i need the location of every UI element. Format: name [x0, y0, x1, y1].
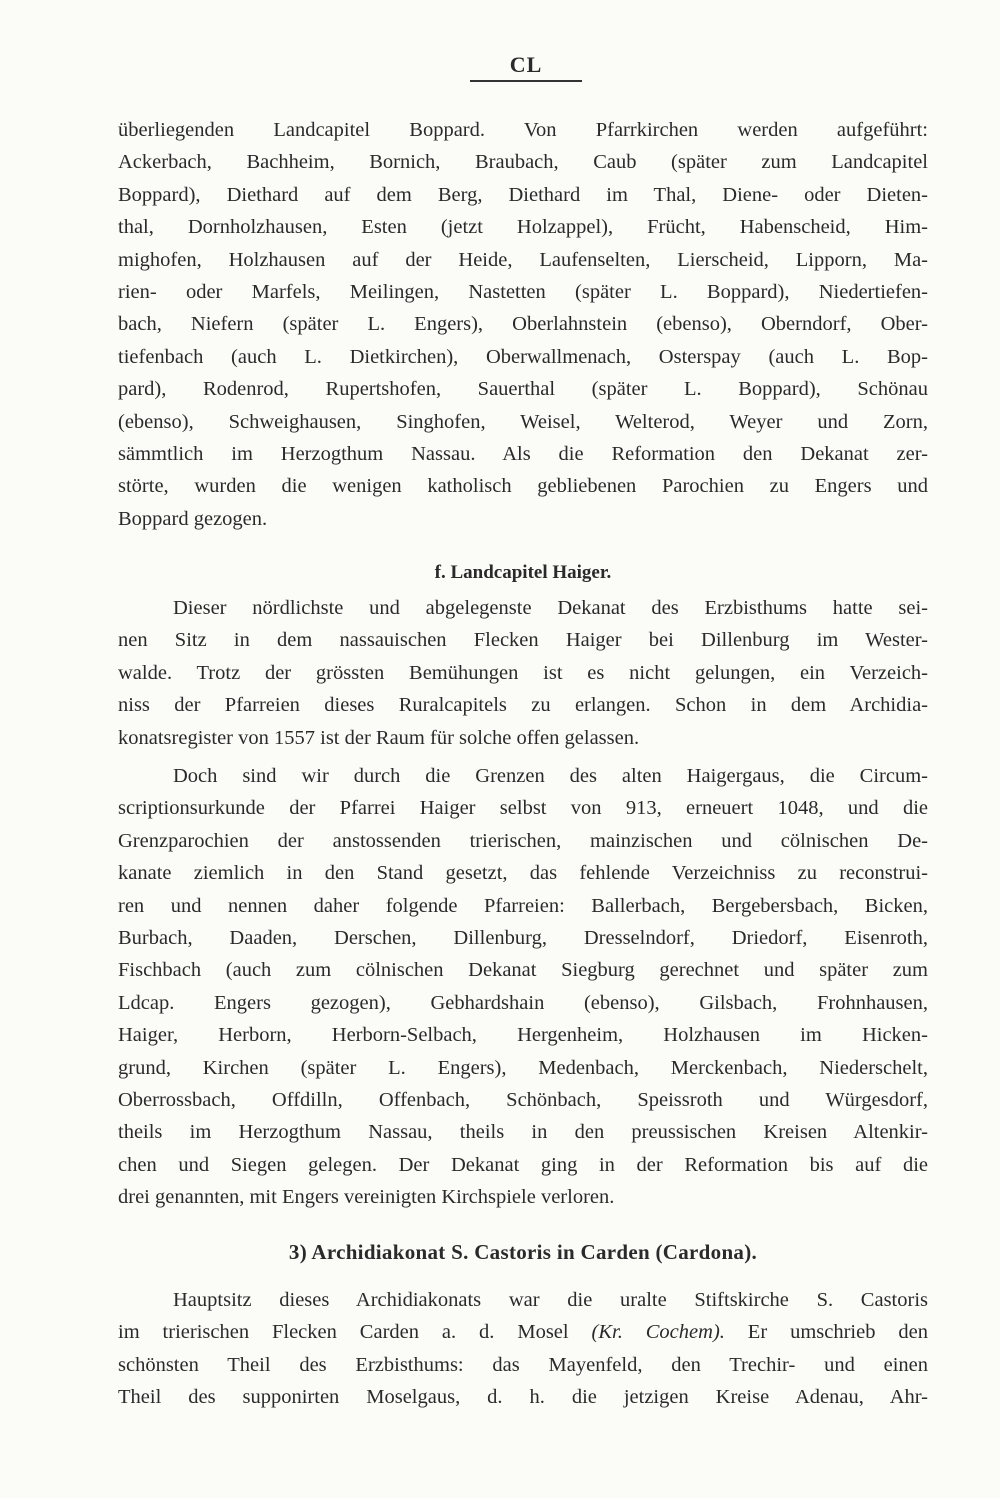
text-line: Ldcap. Engers gezogen), Gebhardshain (ebenso), Gilsbach, Frohnhausen,	[118, 991, 928, 1014]
text-line: Haiger, Herborn, Herborn-Selbach, Hergenheim, Holzhausen im Hicken-	[118, 1024, 928, 1047]
text-line: Hauptsitz dieses Archidiakonats war die uralte Stiftskirche S. Castoris	[173, 1289, 928, 1311]
text-line: kanate ziemlich in den Stand gesetzt, das fehlende Verzeichniss zu reconstrui-	[118, 862, 928, 885]
text-line: schönsten Theil des Erzbisthums: das Mayenfeld, den Trechir- und einen	[118, 1353, 928, 1376]
text-line: scriptionsurkunde der Pfarrei Haiger selbst von 913, erneuert 1048, und die	[118, 797, 928, 820]
text-line: mighofen, Holzhausen auf der Heide, Laufenselten, Lierscheid, Lipporn, Ma-	[118, 248, 928, 271]
section-heading-carden: 3) Archidiakonat S. Castoris in Carden (Cardona).	[288, 1240, 758, 1264]
paragraph-1	[118, 114, 928, 535]
text-line: (ebenso), Schweighausen, Singhofen, Weisel, Welterod, Weyer und Zorn,	[118, 410, 928, 433]
text-line: Theil des supponirten Moselgaus, d. h. die jetzigen Kreise Adenau, Ahr-	[118, 1386, 928, 1409]
text-line: störte, wurden die wenigen katholisch gebliebenen Parochien zu Engers und	[118, 475, 928, 498]
text-span: Er umschrieb den	[724, 1321, 928, 1344]
section-heading-haiger: f. Landcapitel Haiger.	[434, 562, 612, 583]
text-line: Boppard), Diethard auf dem Berg, Diethard im Thal, Diene- oder Dieten-	[118, 183, 928, 206]
text-line: theils im Herzogthum Nassau, theils in den preussischen Kreisen Altenkir-	[118, 1121, 928, 1144]
text-line: grund, Kirchen (später L. Engers), Medenbach, Merckenbach, Niederschelt,	[118, 1056, 928, 1079]
text-line: thal, Dornholzhausen, Esten (jetzt Holzappel), Frücht, Habenscheid, Him-	[118, 216, 928, 239]
text-line: pard), Rodenrod, Rupertshofen, Sauerthal (später L. Boppard), Schönau	[118, 378, 928, 401]
text-line: Grenzparochien der anstossenden trierischen, mainzischen und cölnischen De-	[118, 829, 928, 852]
text-line: überliegenden Landcapitel Boppard. Von Pfarrkirchen werden aufgeführt:	[118, 119, 928, 141]
text-line: chen und Siegen gelegen. Der Dekanat ging in der Reformation bis auf die	[118, 1153, 928, 1176]
paragraph-3	[118, 760, 928, 1213]
text-line: drei genannten, mit Engers vereinigten Kirchspiele verloren.	[118, 1186, 615, 1209]
text-line: rien- oder Marfels, Meilingen, Nastetten (später L. Boppard), Niedertiefen-	[118, 280, 928, 303]
text-line: Burbach, Daaden, Derschen, Dillenburg, Dresselndorf, Driedorf, Eisenroth,	[118, 926, 928, 949]
paragraph-4	[118, 1284, 928, 1414]
text-line: bach, Niefern (später L. Engers), Oberlahnstein (ebenso), Oberndorf, Ober-	[118, 313, 928, 336]
text-line	[118, 1316, 928, 1348]
page-number: CL	[509, 52, 543, 77]
paragraph-2	[118, 592, 928, 754]
text-line: Boppard gezogen.	[118, 507, 268, 530]
text-line: Ackerbach, Bachheim, Bornich, Braubach, Caub (später zum Landcapitel	[118, 151, 928, 174]
text-span: im trierischen Flecken Carden a. d. Mosel	[118, 1321, 592, 1344]
text-line: tiefenbach (auch L. Dietkirchen), Oberwallmenach, Osterspay (auch L. Bop-	[118, 345, 928, 368]
text-line: ren und nennen daher folgende Pfarreien: Ballerbach, Bergebersbach, Bicken,	[118, 894, 928, 917]
text-line: Oberrossbach, Offdilln, Offenbach, Schönbach, Speissroth und Würgesdorf,	[118, 1088, 928, 1111]
text-line: niss der Pfarreien dieses Ruralcapitels zu erlangen. Schon in dem Archidia-	[118, 694, 928, 717]
text-line: sämmtlich im Herzogthum Nassau. Als die Reformation den Dekanat zer-	[118, 442, 928, 465]
page-number-rule	[470, 80, 582, 82]
text-line: Fischbach (auch zum cölnischen Dekanat Siegburg gerechnet und später zum	[118, 959, 928, 982]
text-line: konatsregister von 1557 ist der Raum für solche offen gelassen.	[118, 726, 640, 749]
italic-reference: (Kr. Cochem).	[591, 1321, 725, 1344]
text-line: walde. Trotz der grössten Bemühungen ist es nicht gelungen, ein Verzeich-	[118, 661, 928, 684]
text-line: Dieser nördlichste und abgelegenste Dekanat des Erzbisthums hatte sei-	[173, 597, 928, 619]
text-line: Doch sind wir durch die Grenzen des alten Haigergaus, die Circum-	[173, 765, 928, 787]
text-line: nen Sitz in dem nassauischen Flecken Haiger bei Dillenburg im Wester-	[118, 629, 928, 652]
